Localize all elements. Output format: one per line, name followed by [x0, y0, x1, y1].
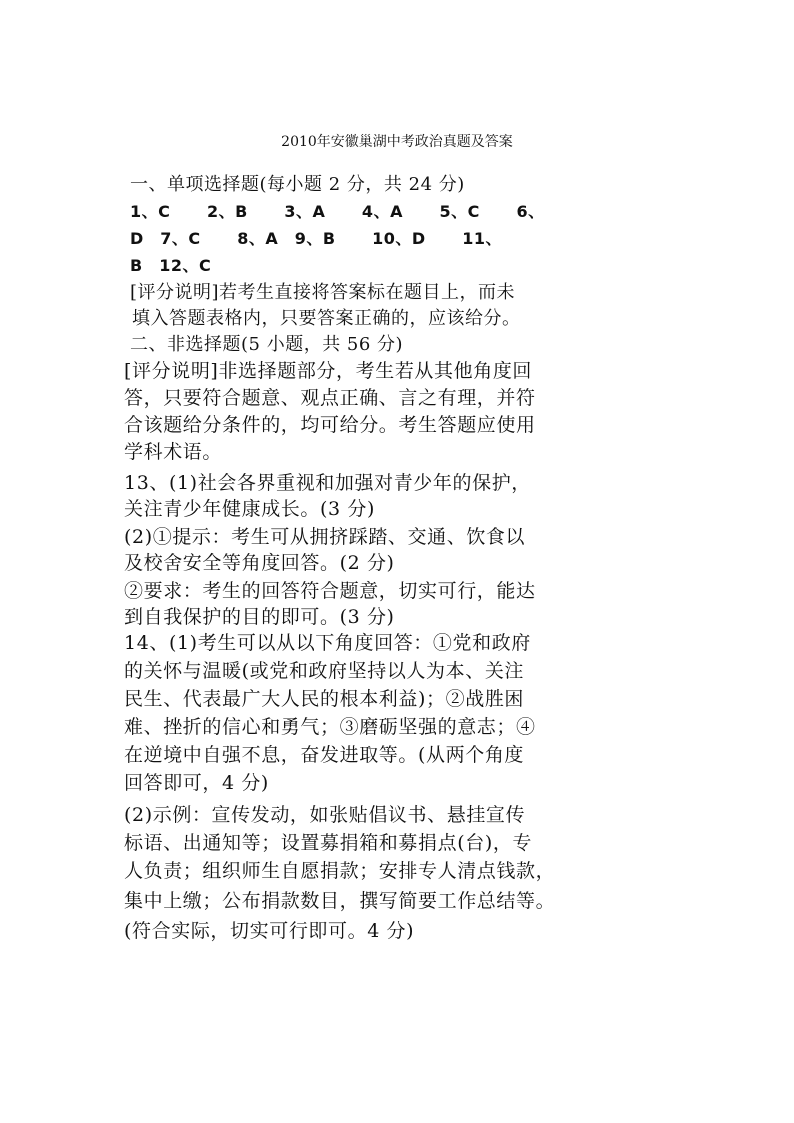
answer-text: 难、挫折的信心和勇气；③磨砺坚强的意志；④: [124, 716, 536, 738]
answer-text: (2)①提示：考生可从拥挤踩踏、交通、饮食以: [124, 526, 526, 548]
answer-text: 到自我保护的目的即可。(3 分): [124, 606, 395, 628]
scoring-note: 学科术语。: [124, 441, 223, 463]
document-title: 2010年安徽巢湖中考政治真题及答案: [281, 134, 513, 150]
answer-text: 13、(1)社会各界重视和加强对青少年的保护，: [124, 472, 531, 494]
answer-text: 及校舍安全等角度回答。(2 分): [124, 552, 395, 574]
answer-text: 人负责；组织师生自愿捐款；安排专人清点钱款，: [124, 860, 556, 882]
scoring-note: 合该题给分条件的，均可给分。考生答题应使用: [124, 414, 536, 436]
scoring-note: [评分说明]若考生直接将答案标在题目上，而未: [130, 282, 516, 303]
scoring-note: 答，只要符合题意、观点正确、言之有理，并符: [124, 387, 536, 409]
answer-text: 标语、出通知等；设置募捐箱和募捐点(台)，专: [124, 832, 533, 854]
answer-text: (符合实际，切实可行即可。4 分): [124, 920, 415, 942]
section-heading-single-choice: 一、单项选择题(每小题 2 分，共 24 分): [130, 174, 465, 195]
scoring-note: 填入答题表格内，只要答案正确的，应该给分。: [132, 308, 521, 329]
answer-text: (2)示例：宣传发动，如张贴倡议书、悬挂宣传: [124, 804, 526, 826]
answer-text: 民生、代表最广大人民的根本利益)；②战胜困: [124, 688, 525, 710]
answer-text: 14、(1)考生可以从以下角度回答：①党和政府: [124, 632, 531, 654]
answer-line: B 12、C: [130, 256, 212, 275]
scoring-note: [评分说明]非选择题部分，考生若从其他角度回: [124, 360, 533, 382]
answer-line: D 7、C 8、A 9、B 10、D 11、: [130, 229, 503, 248]
answer-text: 关注青少年健康成长。(3 分): [124, 498, 375, 520]
answer-text: 在逆境中自强不息，奋发进取等。(从两个角度: [124, 744, 525, 766]
answer-text: 的关怀与温暖(或党和政府坚持以人为本、关注: [124, 660, 525, 682]
answer-line: 1、C 2、B 3、A 4、A 5、C 6、: [130, 202, 545, 221]
answer-text: 回答即可，4 分): [124, 772, 269, 794]
section-heading-non-choice: 二、非选择题(5 小题，共 56 分): [130, 334, 404, 355]
answer-text: ②要求：考生的回答符合题意，切实可行，能达: [124, 580, 536, 602]
answer-text: 集中上缴；公布捐款数目，撰写简要工作总结等。: [124, 890, 556, 912]
